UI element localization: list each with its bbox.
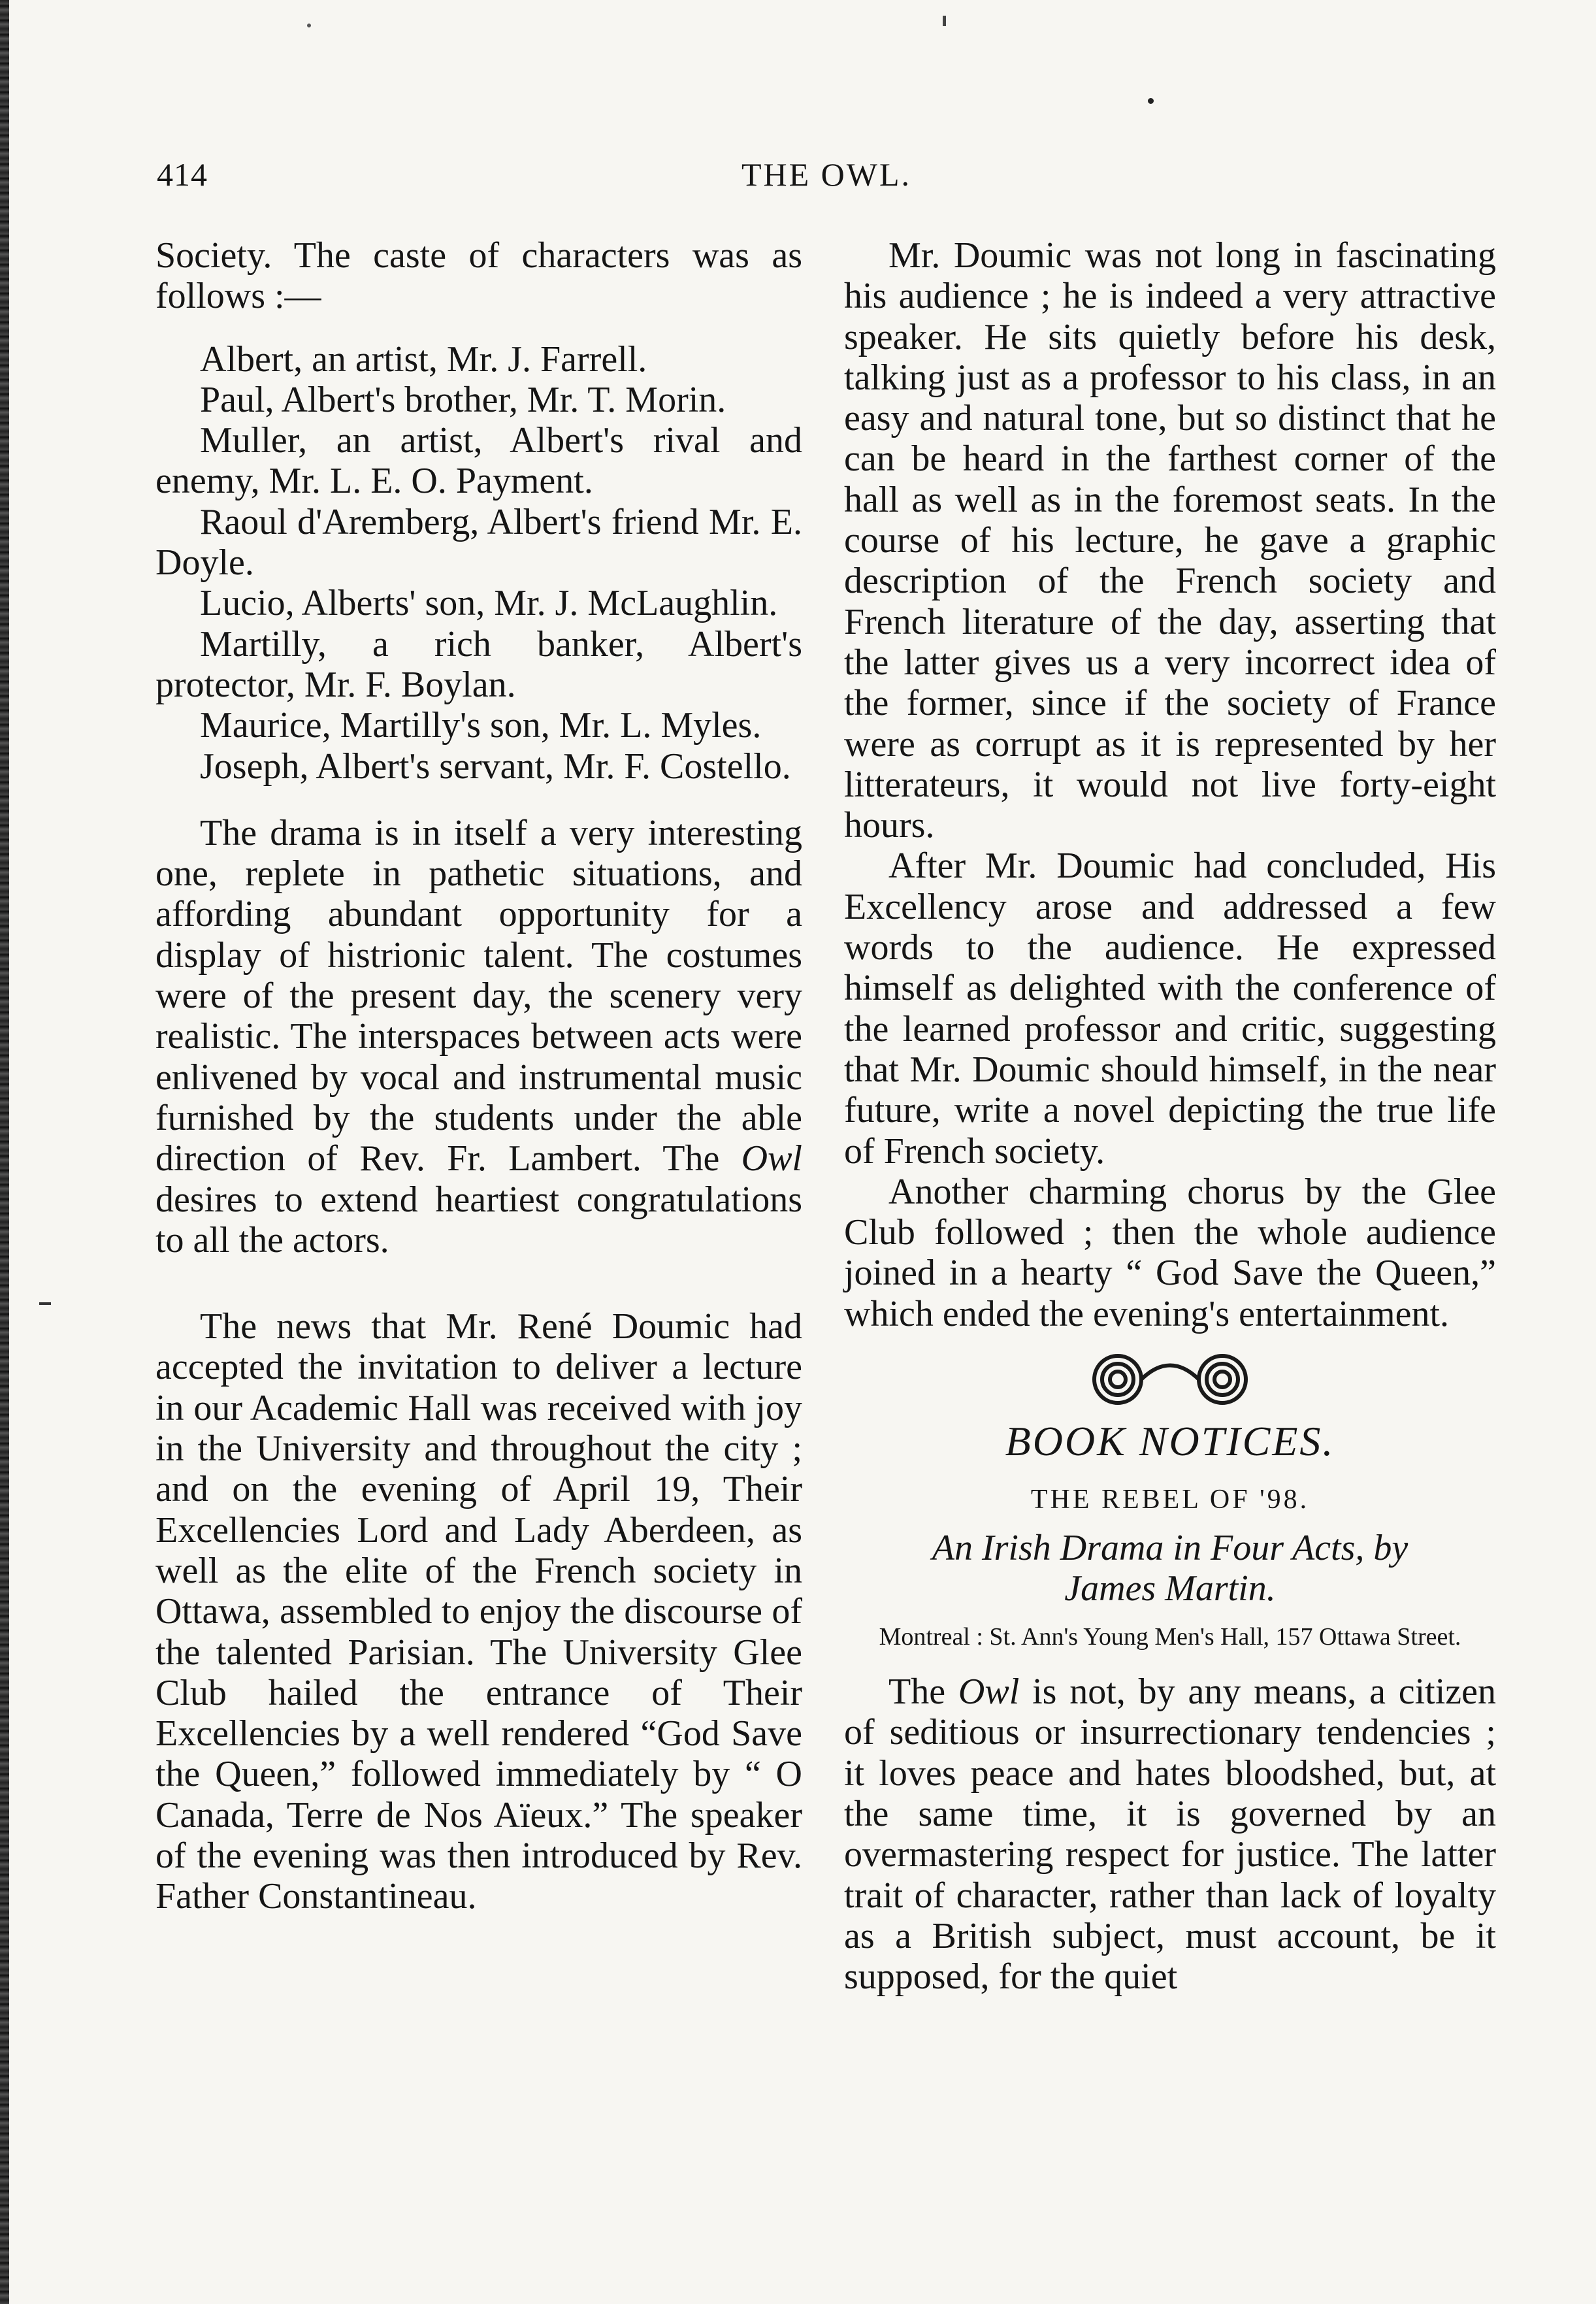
drama-text: desires to extend heartiest congratulations to all the actors. <box>155 1179 802 1260</box>
publisher-line: Montreal : St. Ann's Young Men's Hall, 157 Ottawa Street. <box>879 1623 1461 1651</box>
cast-entry: Raoul d'Aremberg, Albert's friend Mr. E. Doyle. <box>155 501 802 584</box>
doumic-paragraph: Mr. Doumic was not long in fascinating his audience ; he is indeed a very attractive speaker. He sits quietly before his desk, talking just as a professor to his class, in an easy and natural tone, but so distinct that he can be heard in the farthest corner of the hall as well as in the foremost seats. In the course of his lecture, he gave a graphic description of the French society and French literature of the day, asserting that the latter gives us a very incorrect idea of the former, since if the society of France were as corrupt as it is represented by her litterateurs, it would not live forty-eight hours. <box>844 235 1496 846</box>
book-notices-heading: BOOK NOTICES. <box>1005 1418 1335 1465</box>
chorus-paragraph: Another charming chorus by the Glee Club followed ; then the whole audience joined in a hearty “ God Save the Queen,” which ended the evening's entertainment. <box>844 1171 1496 1334</box>
margin-mark <box>39 1302 51 1305</box>
cast-entry: Joseph, Albert's servant, Mr. F. Costello. <box>200 746 791 787</box>
cast-entry: Albert, an artist, Mr. J. Farrell. <box>200 338 647 380</box>
review-paragraph <box>844 1671 1496 1997</box>
scan-speck <box>1148 98 1154 104</box>
running-title: THE OWL. <box>741 156 912 193</box>
spiral-ornament <box>844 1351 1496 1411</box>
review-text: The <box>888 1671 958 1713</box>
owl-italic: Owl <box>741 1138 802 1179</box>
page-number: 414 <box>157 156 208 193</box>
cast-entry: Lucio, Alberts' son, Mr. J. McLaughlin. <box>200 583 778 624</box>
cast-list <box>155 339 802 787</box>
excellency-paragraph: After Mr. Doumic had concluded, His Excellency arose and addressed a few words to the audience. He expressed himself as delighted with the conference of the learned professor and critic, suggesting that Mr. Doumic should himself, in the near future, write a novel depicting the true life of French society. <box>844 846 1496 1172</box>
scan-speck <box>943 16 946 26</box>
ornament-graphic <box>1082 1351 1258 1407</box>
scan-speck <box>307 24 311 27</box>
drama-paragraph <box>155 813 802 1260</box>
left-column <box>155 235 802 1917</box>
page-header <box>157 156 1496 201</box>
cast-entry: Muller, an artist, Albert's rival and enemy, Mr. L. E. O. Payment. <box>155 420 802 502</box>
news-paragraph: The news that Mr. René Doumic had accepted the invitation to deliver a lecture in our Academic Hall was received with joy in the University and throughout the city ; and on the evening of April 19, Their Excellencies Lord and Lady Aberdeen, as well as the elite of the French society in Ottawa, assembled to enjoy the discourse of the talented Parisian. The University Glee Club hailed the entrance of Their Excellencies by a well rendered “God Save the Queen,” followed immediately by “ O Canada, Terre de Nos Aïeux.” The speaker of the evening was then introduced by Rev. Father Constantineau. <box>155 1306 802 1917</box>
book-author: James Martin. <box>1064 1568 1276 1609</box>
book-subtitle: An Irish Drama in Four Acts, by <box>932 1528 1409 1569</box>
cast-entry: Martilly, a rich banker, Albert's protector, Mr. F. Boylan. <box>155 623 802 705</box>
cast-entry: Maurice, Martilly's son, Mr. L. Myles. <box>200 705 762 746</box>
book-binding-edge <box>0 0 9 2304</box>
drama-text: The drama is in itself a very interesting one, replete in pathetic situations, and affording abundant opportunity for a display of histrionic talent. The costumes were of the present day, the scenery very realistic. The interspaces between acts were enlivened by vocal and instrumental music furnished by the students under the able direction of Rev. Fr. Lambert. The <box>155 812 802 1179</box>
cast-intro: Society. The caste of characters was as follows :— <box>155 235 802 317</box>
book-title: THE REBEL OF '98. <box>1030 1485 1310 1515</box>
cast-entry: Paul, Albert's brother, Mr. T. Morin. <box>200 379 726 420</box>
right-column <box>844 235 1496 1997</box>
owl-italic: Owl <box>958 1671 1020 1713</box>
review-text: is not, by any means, a citizen of seditious or insurrectionary tendencies ; it loves peace and hates bloodshed, but, at the same time, it is governed by an overmastering respect for justice. The latter trait of character, rather than lack of loyalty as a British subject, must account, be it supposed, for the quiet <box>844 1671 1497 1998</box>
